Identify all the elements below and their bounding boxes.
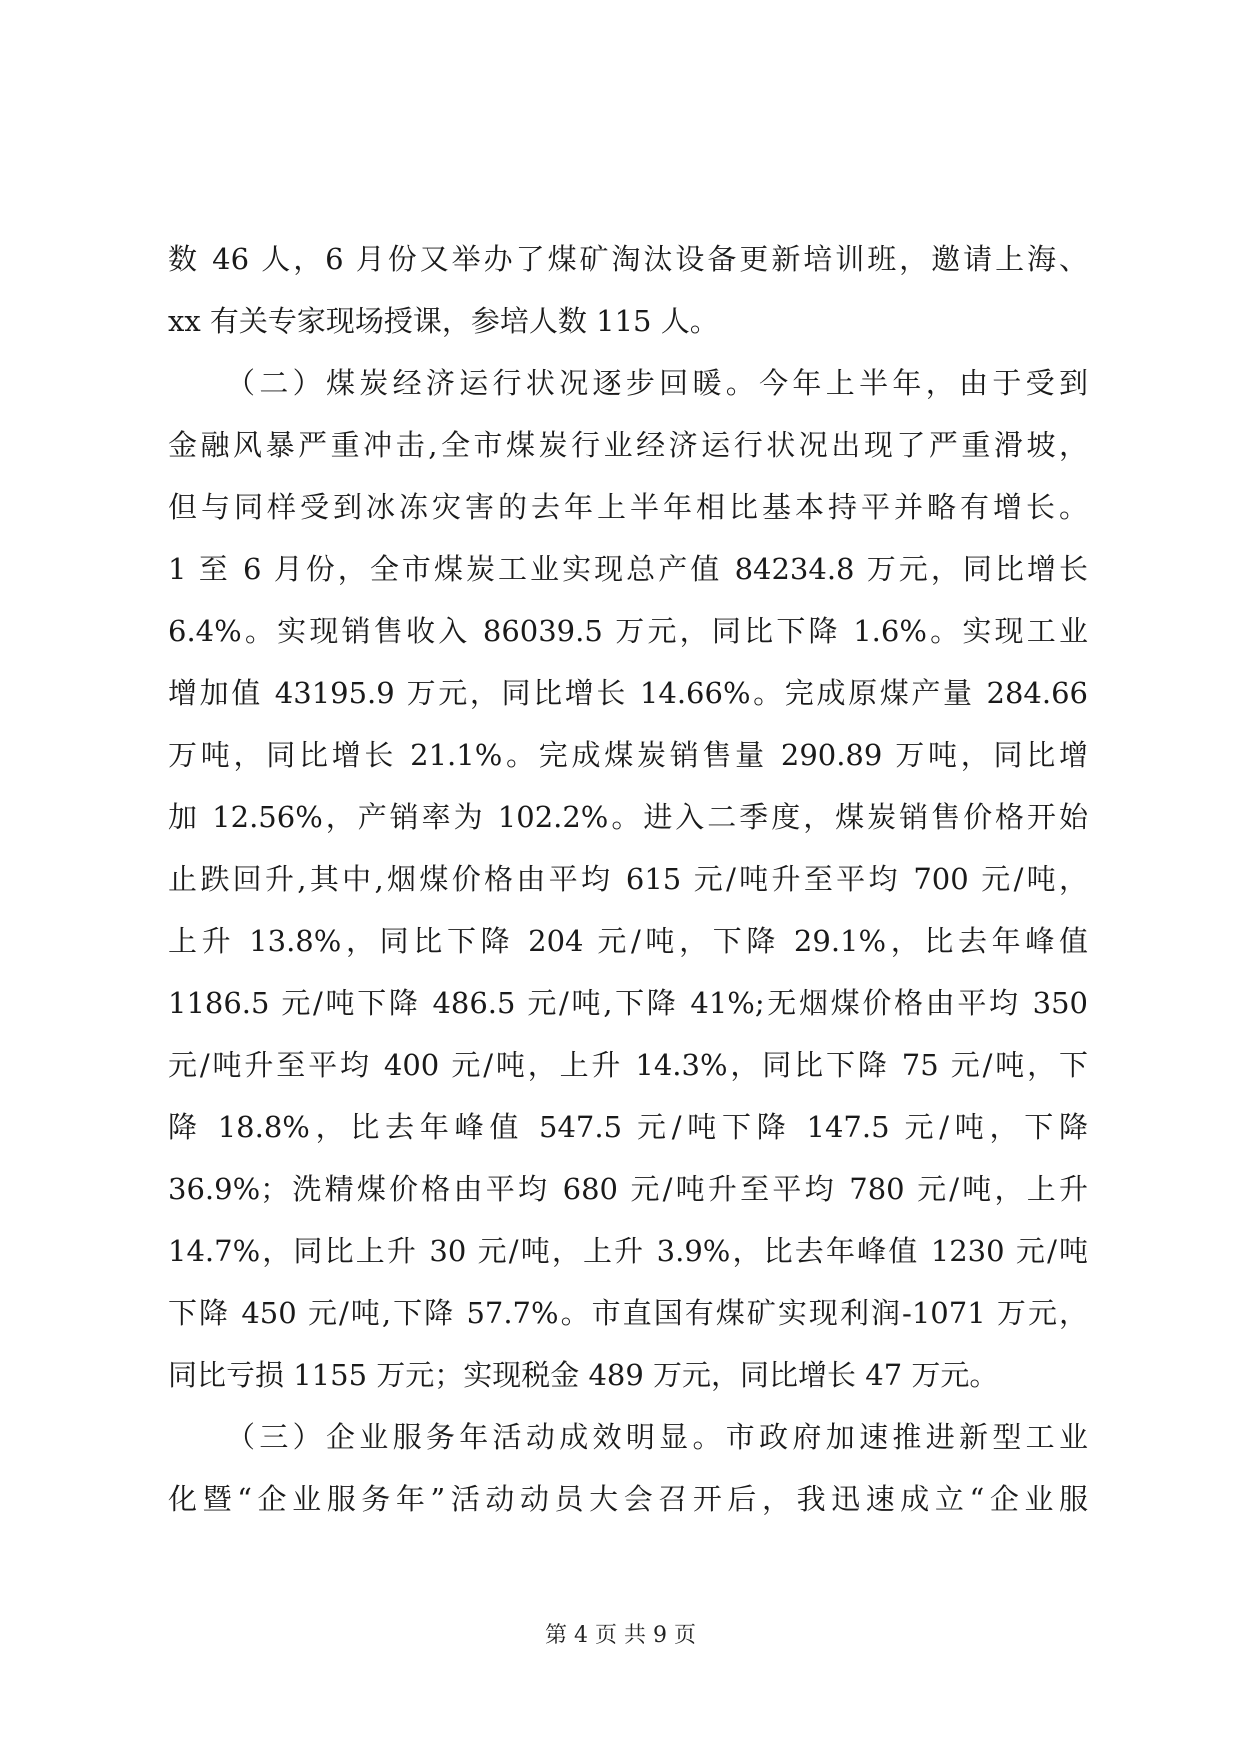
- text-line: xx 有关专家现场授课，参培人数 115 人。: [168, 304, 719, 338]
- paragraph-heading-2: （二）煤炭经济运行状况逐步回暖。今年上半年，由于受到: [226, 366, 1088, 400]
- text-line: 止跌回升,其中,烟煤价格由平均 615 元/吨升至平均 700 元/吨，: [168, 862, 1088, 896]
- text-line: 金融风暴严重冲击,全市煤炭行业经济运行状况出现了严重滑坡，: [168, 428, 1088, 462]
- page-footer: [0, 1621, 1241, 1651]
- body-text: [168, 228, 1088, 1530]
- text-line: 增加值 43195.9 万元，同比增长 14.66%。完成原煤产量 284.66: [168, 676, 1088, 710]
- text-line: 14.7%，同比上升 30 元/吨，上升 3.9%，比去年峰值 1230 元/吨: [168, 1234, 1088, 1268]
- text-line: 同比亏损 1155 万元；实现税金 489 万元，同比增长 47 万元。: [168, 1358, 999, 1392]
- text-line: 6.4%。实现销售收入 86039.5 万元，同比下降 1.6%。实现工业: [168, 614, 1088, 648]
- page-number: 第 4 页 共 9 页: [545, 1623, 696, 1648]
- text-line: 1 至 6 月份，全市煤炭工业实现总产值 84234.8 万元，同比增长: [168, 552, 1088, 586]
- text-line: 下降 450 元/吨,下降 57.7%。市直国有煤矿实现利润-1071 万元，: [168, 1296, 1088, 1330]
- text-line: 1186.5 元/吨下降 486.5 元/吨,下降 41%;无烟煤价格由平均 350: [168, 986, 1088, 1020]
- text-line: 加 12.56%，产销率为 102.2%。进入二季度，煤炭销售价格开始: [168, 800, 1088, 834]
- text-line: 降 18.8%，比去年峰值 547.5 元/吨下降 147.5 元/吨，下降: [168, 1110, 1088, 1144]
- text-line: 化暨“企业服务年”活动动员大会召开后，我迅速成立“企业服: [168, 1482, 1088, 1516]
- text-line: 但与同样受到冰冻灾害的去年上半年相比基本持平并略有增长。: [168, 490, 1088, 524]
- text-line: 数 46 人，6 月份又举办了煤矿淘汰设备更新培训班，邀请上海、: [168, 242, 1088, 276]
- text-line: 元/吨升至平均 400 元/吨，上升 14.3%，同比下降 75 元/吨，下: [168, 1048, 1088, 1082]
- text-line: 上升 13.8%，同比下降 204 元/吨，下降 29.1%，比去年峰值: [168, 924, 1088, 958]
- text-line: 万吨，同比增长 21.1%。完成煤炭销售量 290.89 万吨，同比增: [168, 738, 1088, 772]
- text-line: 36.9%；洗精煤价格由平均 680 元/吨升至平均 780 元/吨，上升: [168, 1172, 1088, 1206]
- paragraph-heading-3: （三）企业服务年活动成效明显。市政府加速推进新型工业: [226, 1420, 1088, 1454]
